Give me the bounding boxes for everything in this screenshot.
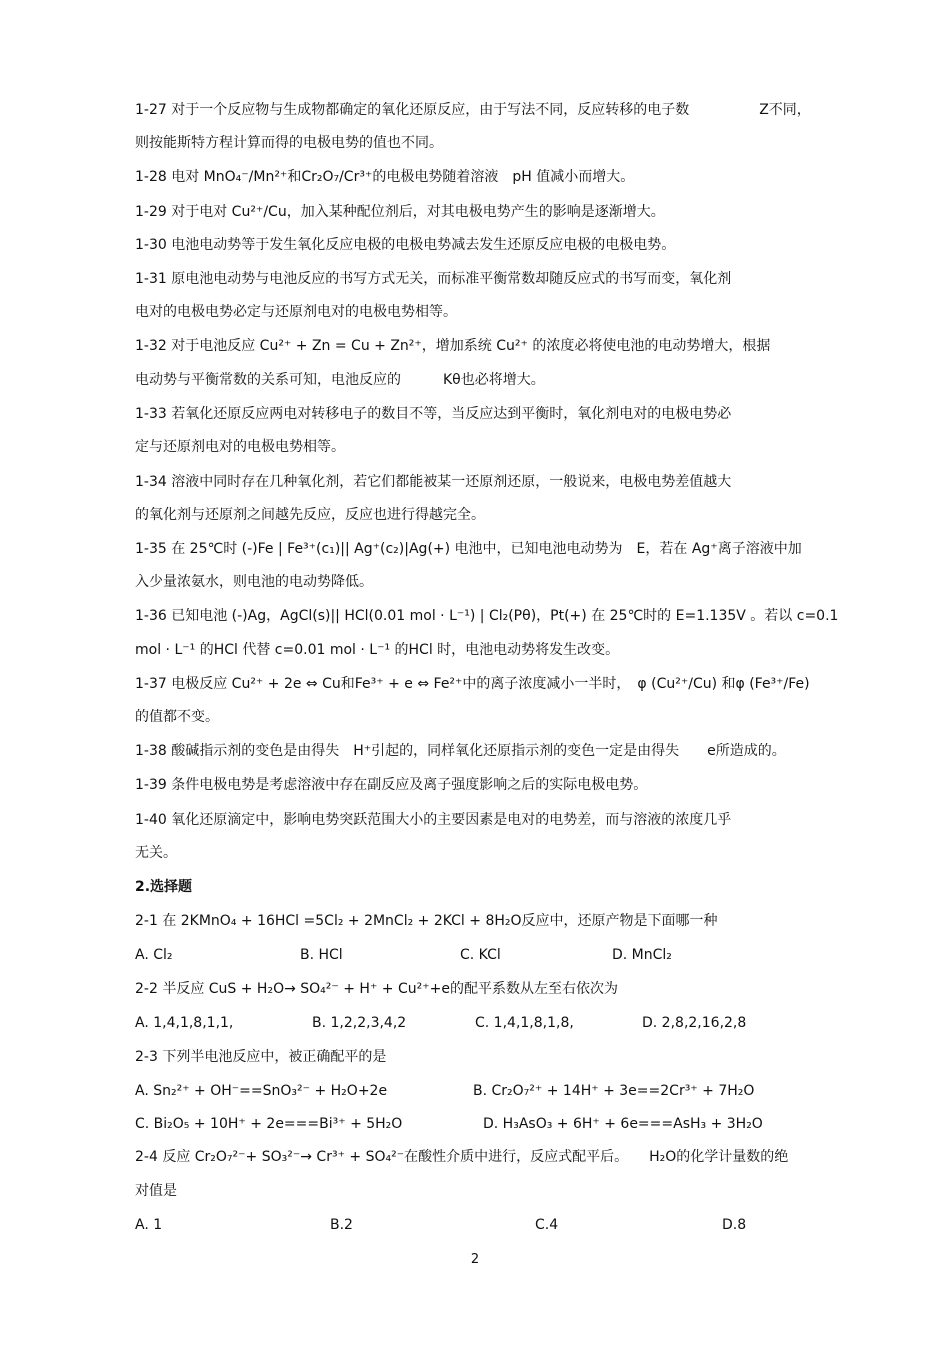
answer-option: C. KCl: [460, 947, 501, 963]
statement-line: 1-37 电极反应 Cu²⁺ + 2e ⇔ Cu和Fe³⁺ + e ⇔ Fe²⁺中的离子浓度减小一半时， φ (Cu²⁺/Cu) 和φ (Fe³⁺/Fe): [135, 676, 810, 692]
answer-option: B. HCl: [300, 947, 343, 963]
statement-line: 1-28 电对 MnO₄⁻/Mn²⁺和Cr₂O₇/Cr³⁺的电极电势随着溶液 pH 值减小而增大。: [135, 169, 635, 185]
statement-line: 1-32 对于电池反应 Cu²⁺ + Zn = Cu + Zn²⁺，增加系统 Cu²⁺ 的浓度必将使电池的电动势增大，根据: [135, 338, 771, 354]
statement-line: 1-34 溶液中同时存在几种氧化剂，若它们都能被某一还原剂还原，一般说来，电极电势差值越大: [135, 474, 732, 490]
answer-option: C. Bi₂O₅ + 10H⁺ + 2e===Bi³⁺ + 5H₂O: [135, 1116, 403, 1132]
statement-line: 1-29 对于电对 Cu²⁺/Cu，加入某种配位剂后，对其电极电势产生的影响是逐渐增大。: [135, 204, 665, 220]
statement-line: 1-27 对于一个反应物与生成物都确定的氧化还原反应，由于写法不同，反应转移的电子数 Z不同，: [135, 102, 811, 118]
answer-option: A. Cl₂: [135, 947, 173, 963]
answer-option: C.4: [535, 1217, 559, 1233]
question-line: 对值是: [135, 1183, 177, 1199]
answer-option: D. H₃AsO₃ + 6H⁺ + 6e===AsH₃ + 3H₂O: [483, 1116, 763, 1132]
answer-option: A. 1: [135, 1217, 163, 1233]
statement-line: 1-39 条件电极电势是考虑溶液中存在副反应及离子强度影响之后的实际电极电势。: [135, 777, 648, 793]
answer-option: A. Sn₂²⁺ + OH⁻==SnO₃²⁻ + H₂O+2e: [135, 1083, 388, 1099]
answer-option: D.8: [722, 1217, 747, 1233]
statement-line: 无关。: [135, 845, 177, 861]
statement-line: 电动势与平衡常数的关系可知，电池反应的 Kθ也必将增大。: [135, 372, 545, 388]
statement-line: 则按能斯特方程计算而得的电极电势的值也不同。: [135, 135, 443, 151]
statement-line: 1-33 若氧化还原反应两电对转移电子的数目不等，当反应达到平衡时，氧化剂电对的电极电势必: [135, 406, 732, 422]
question-line: 2-4 反应 Cr₂O₇²⁻+ SO₃²⁻→ Cr³⁺ + SO₄²⁻在酸性介质中进行，反应式配平后。 H₂O的化学计量数的绝: [135, 1149, 789, 1165]
answer-option: D. MnCl₂: [612, 947, 672, 963]
statement-line: 1-38 酸碱指示剂的变色是由得失 H⁺引起的，同样氧化还原指示剂的变色一定是由得失 e所造成的。: [135, 743, 786, 759]
question-line: 2-2 半反应 CuS + H₂O→ SO₄²⁻ + H⁺ + Cu²⁺+e的配平系数从左至右依次为: [135, 981, 618, 997]
statement-line: 1-40 氧化还原滴定中，影响电势突跃范围大小的主要因素是电对的电势差，而与溶液的浓度几乎: [135, 812, 732, 828]
question-line: 2-3 下列半电池反应中，被正确配平的是: [135, 1049, 387, 1065]
answer-option: D. 2,8,2,16,2,8: [642, 1015, 747, 1031]
statement-line: 的氧化剂与还原剂之间越先反应，反应也进行得越完全。: [135, 507, 485, 523]
statement-line: 1-36 已知电池 (-)Ag，AgCl(s)|| HCl(0.01 mol · L⁻¹) | Cl₂(Pθ)，Pt(+) 在 25℃时的 E=1.135V 。若以 c=0.1: [135, 608, 839, 624]
answer-option: C. 1,4,1,8,1,8,: [475, 1015, 574, 1031]
statement-line: 1-30 电池电动势等于发生氧化反应电极的电极电势减去发生还原反应电极的电极电势。: [135, 237, 676, 253]
statement-line: 入少量浓氨水，则电池的电动势降低。: [135, 574, 373, 590]
answer-option: B.2: [330, 1217, 353, 1233]
statement-line: mol · L⁻¹ 的HCl 代替 c=0.01 mol · L⁻¹ 的HCl 时，电池电动势将发生改变。: [135, 642, 620, 658]
statement-line: 1-35 在 25℃时 (-)Fe | Fe³⁺(c₁)|| Ag⁺(c₂)|Ag(+) 电池中，已知电池电动势为 E，若在 Ag⁺离子溶液中加: [135, 541, 802, 557]
statement-line: 1-31 原电池电动势与电池反应的书写方式无关，而标准平衡常数却随反应式的书写而变，氧化剂: [135, 271, 732, 287]
answer-option: B. Cr₂O₇²⁺ + 14H⁺ + 3e==2Cr³⁺ + 7H₂O: [473, 1083, 755, 1099]
page-number: 2: [470, 1252, 480, 1267]
section-title: 2.选择题: [135, 879, 193, 895]
statement-line: 的值都不变。: [135, 709, 219, 725]
answer-option: B. 1,2,2,3,4,2: [312, 1015, 407, 1031]
statement-line: 电对的电极电势必定与还原剂电对的电极电势相等。: [135, 304, 457, 320]
question-line: 2-1 在 2KMnO₄ + 16HCl =5Cl₂ + 2MnCl₂ + 2KCl + 8H₂O反应中，还原产物是下面哪一种: [135, 913, 718, 929]
answer-option: A. 1,4,1,8,1,1,: [135, 1015, 234, 1031]
statement-line: 定与还原剂电对的电极电势相等。: [135, 439, 345, 455]
